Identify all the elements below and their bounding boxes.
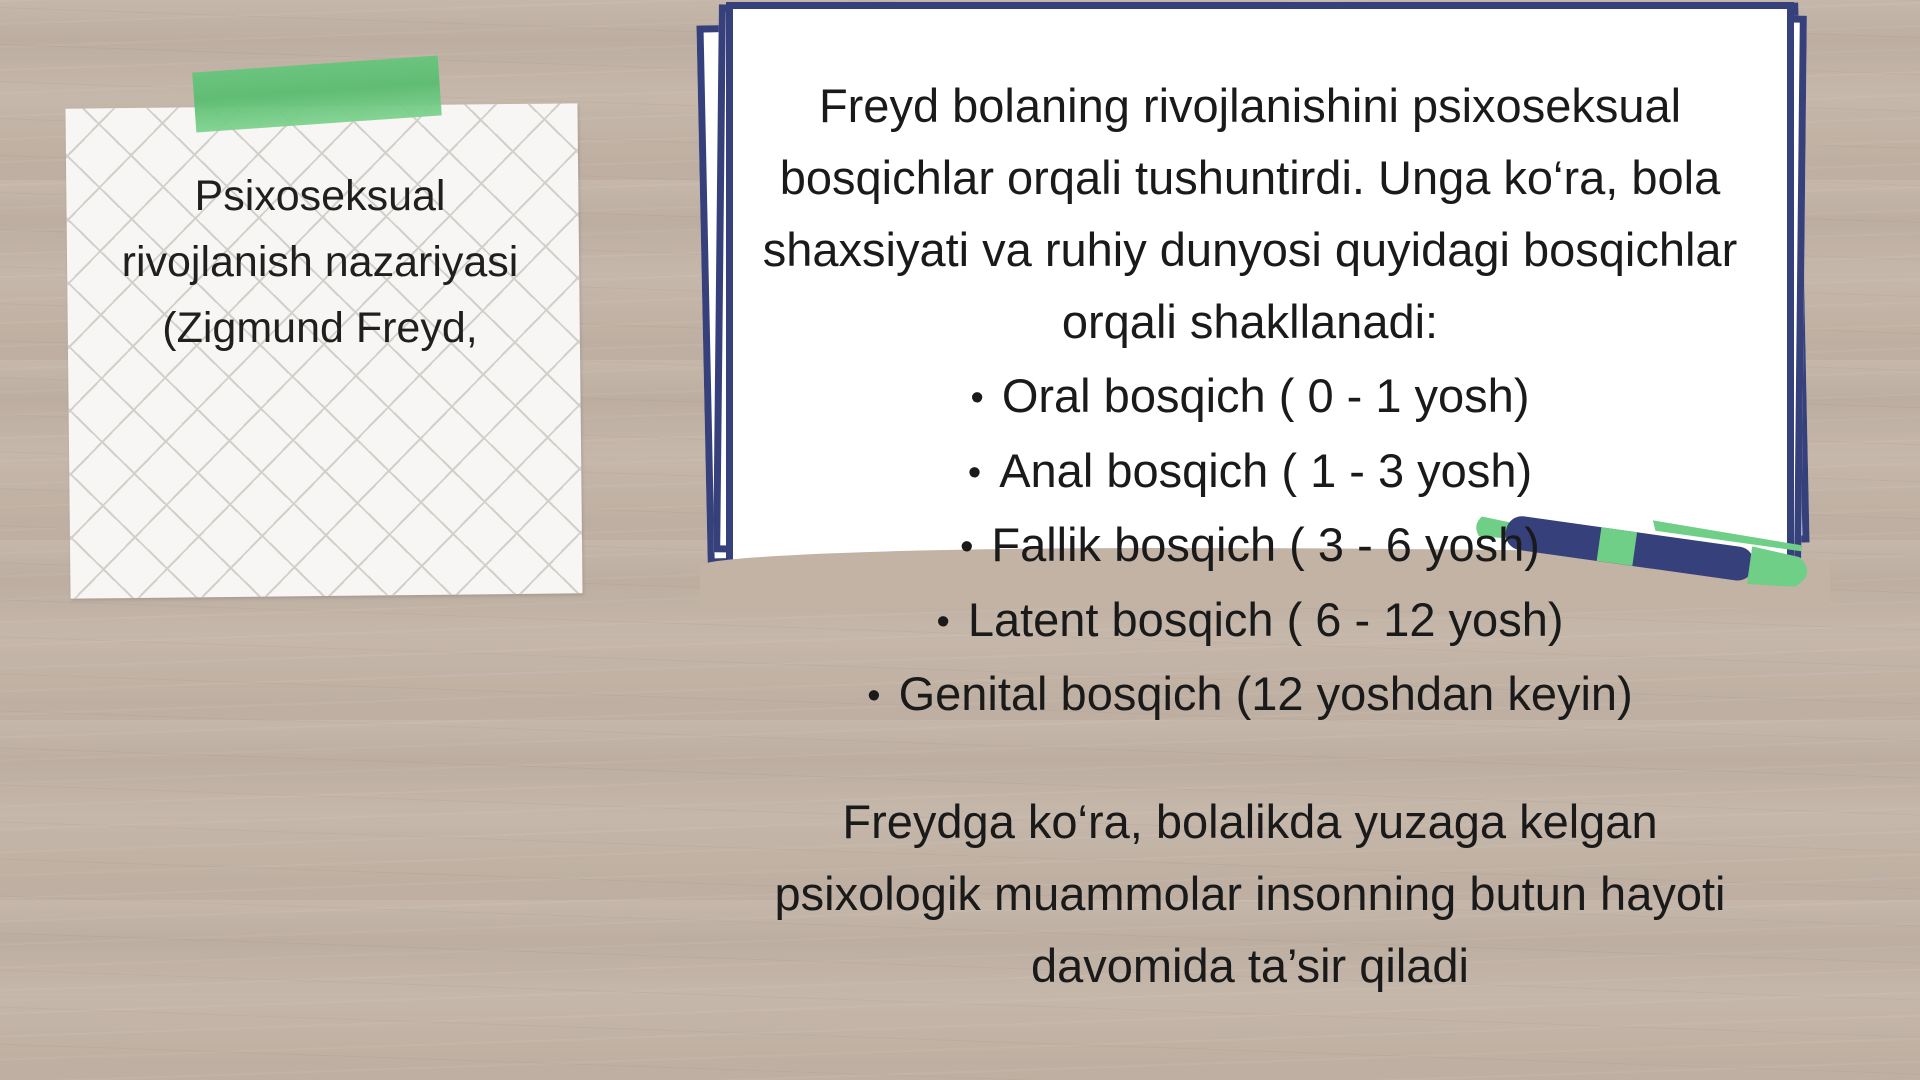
list-item — [740, 360, 1760, 435]
stage-text: Oral bosqich ( 0 - 1 yosh) — [1001, 369, 1530, 422]
stage-list — [740, 360, 1760, 733]
stage-text: Genital bosqich (12 yoshdan keyin) — [898, 667, 1633, 720]
bullet-icon: • — [960, 526, 974, 568]
outro-text: Freydga ko‘ra, bolalikda yuzaga kelgan psixologik muammolar insonning butun hayoti davomida ta’sir qiladi — [774, 794, 1726, 992]
bullet-icon: • — [970, 377, 984, 419]
bullet-icon: • — [936, 600, 950, 643]
list-item — [740, 658, 1760, 733]
list-item — [740, 584, 1760, 659]
list-item — [740, 509, 1760, 584]
note-title: Psixoseksual rivojlanish nazariyasi (Zigmund Freyd, — [121, 172, 519, 352]
bullet-icon: • — [967, 451, 982, 494]
intro-text: Freyd bolaning rivojlanishini psixoseksual bosqichlar orqali tushuntirdi. Unga ko‘ra, bola shaxsiyati va ruhiy dunyosi quyidagi bosqichlar orqali shakllanadi: — [762, 79, 1738, 348]
stage-text: Latent bosqich ( 6 - 12 yosh) — [967, 592, 1564, 646]
bullet-icon: • — [867, 675, 881, 717]
stage-text: Anal bosqich ( 1 - 3 yosh) — [999, 443, 1533, 497]
card-content — [740, 70, 1760, 1002]
stage-text: Fallik bosqich ( 3 - 6 yosh) — [991, 518, 1540, 571]
list-item — [740, 435, 1760, 510]
